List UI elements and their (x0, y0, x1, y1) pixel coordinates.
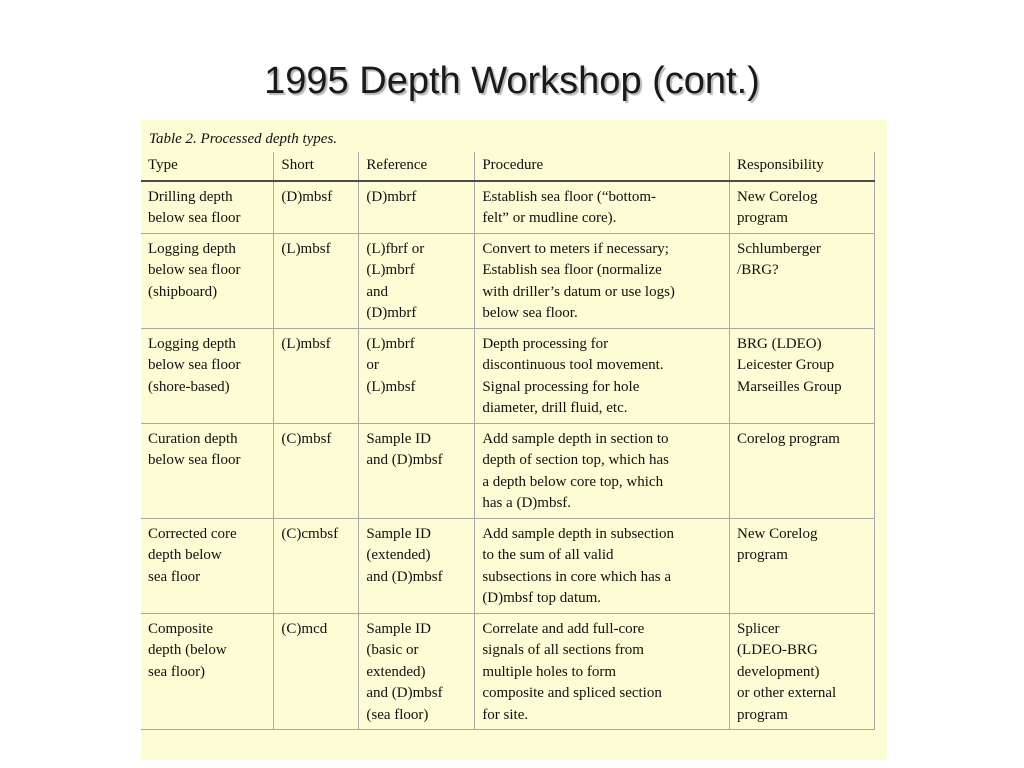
cell-procedure: Establish sea floor (“bottom- felt” or mudline core). (475, 181, 730, 234)
cell-short: (C)mcd (274, 613, 359, 730)
cell-short: (C)cmbsf (274, 518, 359, 613)
cell-type: Drilling depth below sea floor (141, 181, 274, 234)
header-short: Short (274, 152, 359, 181)
header-responsibility: Responsibility (730, 152, 875, 181)
table-row (141, 181, 875, 234)
table-row (141, 613, 875, 730)
header-procedure: Procedure (475, 152, 730, 181)
cell-procedure: Add sample depth in subsection to the sum of all valid subsections in core which has a (D)mbsf top datum. (475, 518, 730, 613)
table-header-row (141, 152, 875, 181)
cell-reference: (L)mbrf or (L)mbsf (359, 328, 475, 423)
cell-reference: (L)fbrf or (L)mbrf and (D)mbrf (359, 233, 475, 328)
cell-type: Curation depth below sea floor (141, 423, 274, 518)
cell-type: Logging depth below sea floor (shipboard) (141, 233, 274, 328)
slide-title: 1995 Depth Workshop (cont.) (264, 60, 760, 102)
cell-reference: Sample ID (extended) and (D)mbsf (359, 518, 475, 613)
table-row (141, 423, 875, 518)
cell-type: Composite depth (below sea floor) (141, 613, 274, 730)
cell-responsibility: Corelog program (730, 423, 875, 518)
depth-types-table (141, 152, 875, 730)
cell-responsibility: BRG (LDEO) Leicester Group Marseilles Group (730, 328, 875, 423)
cell-reference: (D)mbrf (359, 181, 475, 234)
cell-responsibility: Schlumberger /BRG? (730, 233, 875, 328)
table-row (141, 233, 875, 328)
cell-short: (L)mbsf (274, 233, 359, 328)
table-panel (141, 120, 887, 760)
cell-short: (L)mbsf (274, 328, 359, 423)
cell-procedure: Depth processing for discontinuous tool movement. Signal processing for hole diameter, drill fluid, etc. (475, 328, 730, 423)
cell-responsibility: Splicer (LDEO-BRG development) or other external program (730, 613, 875, 730)
cell-short: (D)mbsf (274, 181, 359, 234)
cell-type: Corrected core depth below sea floor (141, 518, 274, 613)
cell-procedure: Add sample depth in section to depth of section top, which has a depth below core top, which has a (D)mbsf. (475, 423, 730, 518)
table-row (141, 328, 875, 423)
cell-reference: Sample ID and (D)mbsf (359, 423, 475, 518)
cell-responsibility: New Corelog program (730, 181, 875, 234)
table-caption: Table 2. Processed depth types. (149, 131, 338, 147)
cell-type: Logging depth below sea floor (shore-based) (141, 328, 274, 423)
cell-procedure: Convert to meters if necessary; Establish sea floor (normalize with driller’s datum or use logs) below sea floor. (475, 233, 730, 328)
cell-short: (C)mbsf (274, 423, 359, 518)
header-type: Type (141, 152, 274, 181)
table-row (141, 518, 875, 613)
cell-procedure: Correlate and add full-core signals of all sections from multiple holes to form composite and spliced section for site. (475, 613, 730, 730)
cell-responsibility: New Corelog program (730, 518, 875, 613)
cell-reference: Sample ID (basic or extended) and (D)mbsf (sea floor) (359, 613, 475, 730)
header-reference: Reference (359, 152, 475, 181)
